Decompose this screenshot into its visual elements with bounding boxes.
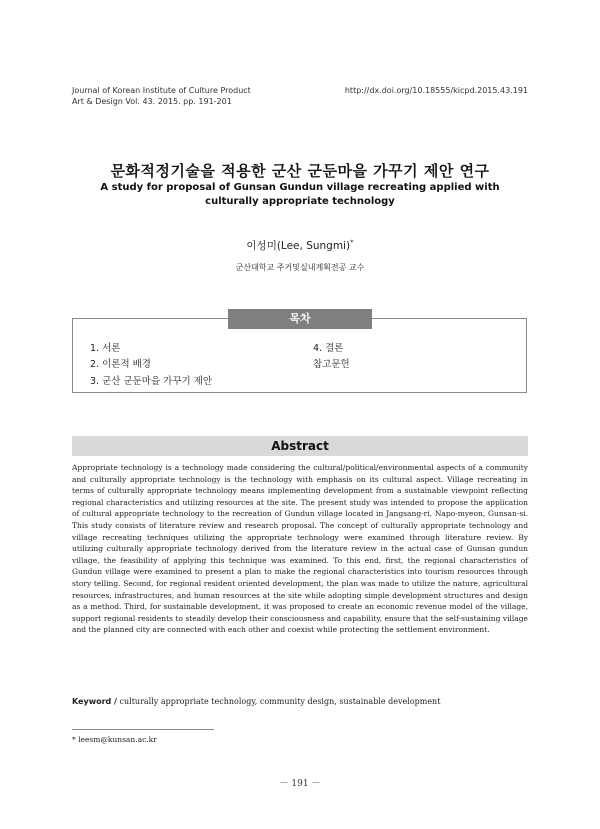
author-name-text: 이성미(Lee, Sungmi) [246,240,351,252]
toc-item-conclusion: 4. 결론 [313,343,344,354]
journal-volume: Art & Design Vol. 43. 2015. pp. 191-201 [72,97,232,106]
keywords [72,697,528,706]
footnote-mark: * [72,735,76,744]
paper-title-english-line2: culturally appropriate technology [205,196,395,207]
abstract-heading: Abstract [72,436,528,456]
toc-item-proposal: 3. 군산 군둔마을 가꾸기 제안 [90,376,213,387]
author-email: leesm@kunsan.ac.kr [78,735,157,744]
footnote [72,735,157,744]
paper-title-korean: 문화적정기술을 적용한 군산 군둔마을 가꾸기 제안 연구 [110,162,490,180]
journal-name: Journal of Korean Institute of Culture Product [72,86,251,95]
page-number: － 191 － [279,779,321,789]
keyword-label: Keyword / [72,697,117,706]
doi-link[interactable]: http://dx.doi.org/10.18555/kicpd.2015.43.191 [344,86,528,95]
author-affiliation: 군산대학교 주거및실내계획전공 교수 [235,263,365,272]
journal-info [72,85,251,107]
abstract-body: Appropriate technology is a technology made considering the cultural/political/environmental aspects of a community and culturally appropriate technology is the technology with emphasis on its cultural aspect. Village recreating in terms of culturally appropriate technology means implementing development from a sustainable viewpoint reflecting regional characteristics and utilizing resources at the site. The present study was intended to propose the application of cultural appropriate technology to the recreation of Gundun village located in Jangsang-ri, Napo-myeon, Gunsan-si. This study consists of literature review and research proposal. The concept of culturally appropriate technology and village recreating techniques utilizing the appropriate technology were examined through literature review. By utilizing culturally appropriate technology derived from the literature review in the actual case of Gunsan gundun village, the feasibility of applying this technique was examined. To this end, first, the regional characteristics of Gundun village were examined to present a plan to make the regional characteristics into tourism resources through story telling. Second, for regional resident oriented development, the plan was made to utilize the nature, agricultural resources, infrastructures, and human resources at the site while adopting simple development structures and design as a method. Third, for sustainable development, it was proposed to create an economic revenue model of the village, support regional residents to steadily develop their consciousness and capability, ensure that the self-sustaining village and the planned city are connected with each other and coexist while protecting the settlement environment. [72,463,528,635]
footnote-divider [72,729,214,730]
author-name [0,238,600,253]
paper-title-english-line1: A study for proposal of Gunsan Gundun village recreating applied with [100,182,500,193]
toc-item-theory: 2. 이론적 배경 [90,359,151,370]
toc-title: 목차 [228,309,372,329]
toc-item-introduction: 1. 서론 [90,343,121,354]
author-footnote-mark: * [350,238,354,247]
toc-item-references: 참고문헌 [313,359,350,370]
paper-title-english [100,181,500,209]
keyword-values: culturally appropriate technology, community design, sustainable development [119,697,441,706]
